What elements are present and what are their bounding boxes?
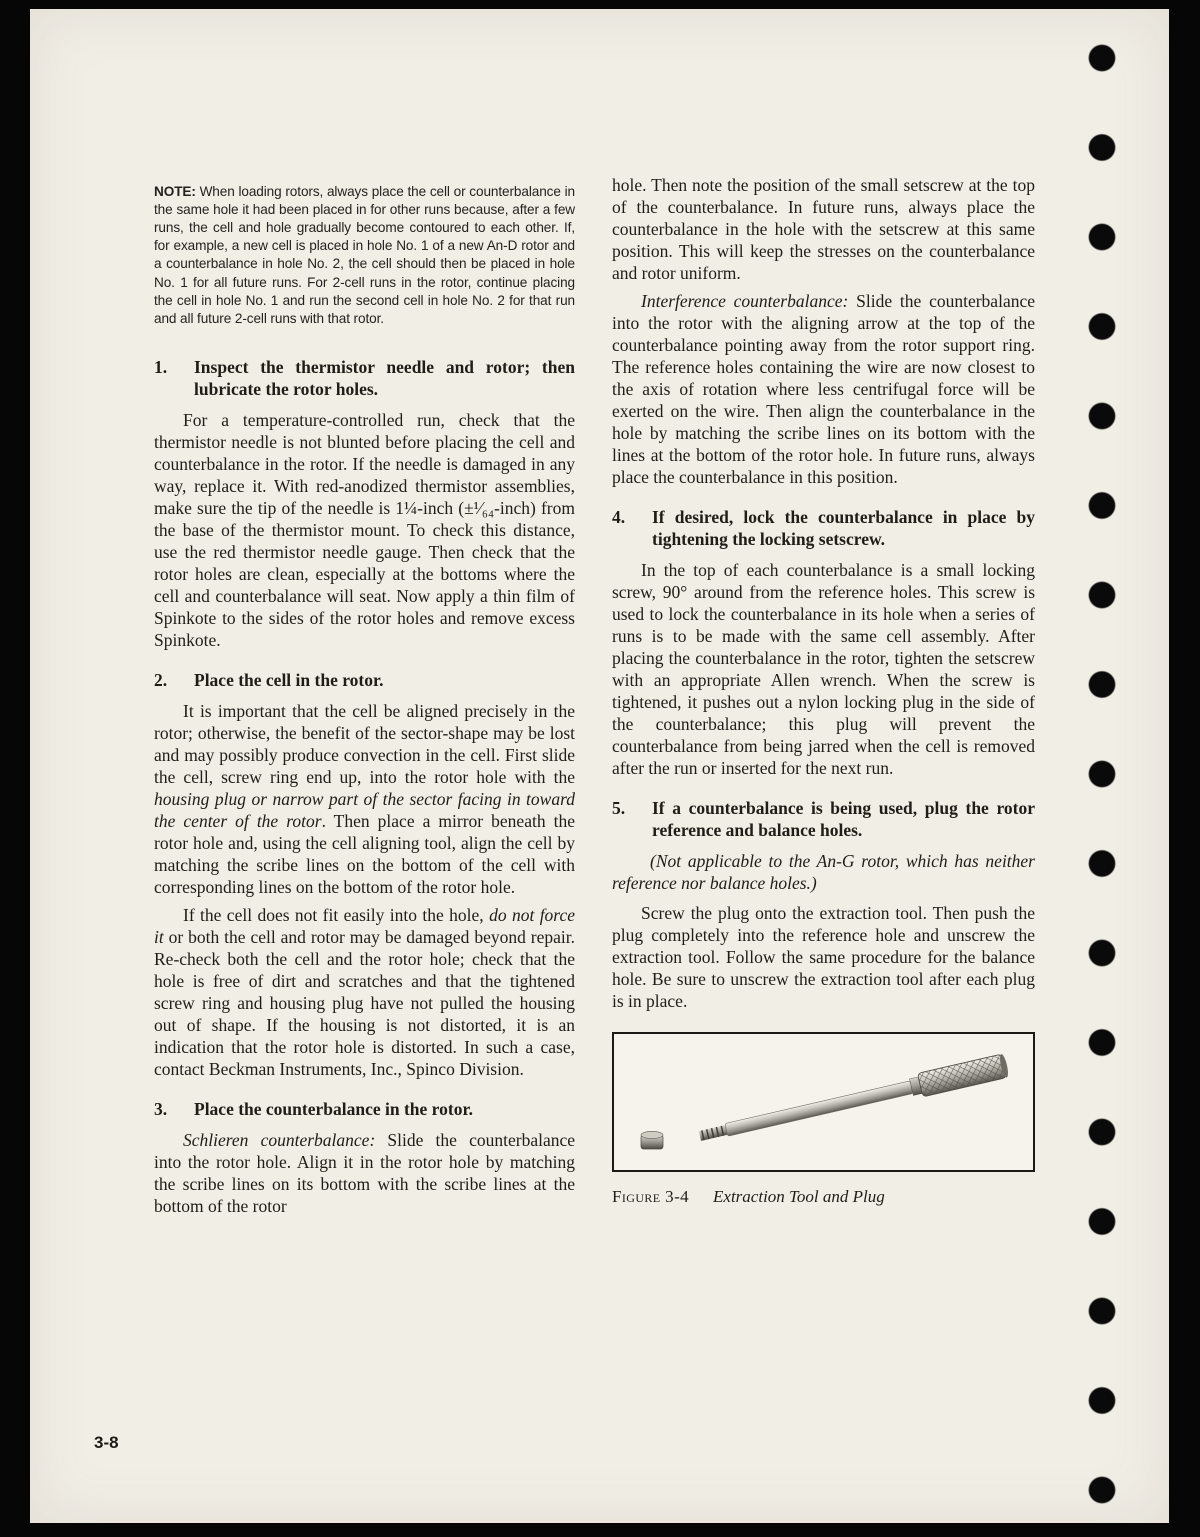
section-4-heading	[612, 506, 1035, 550]
section-3-paragraph-1-continued: hole. Then note the position of the small setscrew at the top of the counterbalance. In future runs, always place the counterbalance in the hole with the setscrew at this same position. This will keep the stresses on the counterbalance and rotor uniform.	[612, 175, 1035, 283]
section-2-heading	[154, 669, 575, 691]
left-column	[154, 169, 575, 1217]
italic-run: Schlieren counterbalance:	[183, 1130, 376, 1151]
text-run: . Then place a mirror beneath the rotor hole and, using the cell aligning tool, align the cell by matching the scribe lines on the bottom of the cell with corresponding lines on the bottom of the rotor hole.	[154, 811, 575, 898]
section-2-title: Place the cell in the rotor.	[194, 670, 384, 691]
section-1-heading	[154, 356, 575, 400]
section-5-paragraph: Screw the plug onto the extraction tool. Then push the plug completely into the reference hole and unscrew the extraction tool. Follow the same procedure for the balance hole. Be sure to unscrew the extraction tool after each plug is in place.	[612, 903, 1035, 1011]
plug	[641, 1131, 663, 1149]
page-number: 3-8	[94, 1433, 119, 1452]
section-5-heading	[612, 797, 1035, 841]
section-5-aside: (Not applicable to the An-G rotor, which has neither reference nor balance holes.)	[612, 851, 1035, 893]
note-label: NOTE:	[154, 183, 196, 199]
figure-3-4-caption	[612, 1186, 1035, 1208]
section-3-heading	[154, 1098, 575, 1120]
figure-3-4-box	[612, 1032, 1035, 1172]
section-1-title: Inspect the thermistor needle and rotor; then lubricate the rotor holes.	[194, 357, 575, 400]
figure-label: Figure 3-4	[612, 1187, 690, 1206]
text-run: or both the cell and rotor may be damaged beyond repair. Re-check both the cell and the rotor hole; check that the hole is free of dirt and scratches and that the tightened screw ring and housing plug have not pulled the housing out of shape. If the housing is not distorted, it is an indication that the rotor hole is distorted. In such a case, contact Beckman Instruments, Inc., Spinco Division.	[154, 927, 575, 1080]
manual-page-sheet	[30, 9, 1169, 1523]
section-1-paragraph: For a temperature-controlled run, check that the thermistor needle is not blunted before placing the cell and counterbalance in the rotor. If the needle is damaged in any way, replace it. With red-anodized thermistor assemblies, make sure the tip of the needle is 1¼-inch (±¹⁄₆₄-inch) from the base of the thermistor mount. To check this distance, use the red thermistor needle gauge. Then check that the rotor holes are clean, especially at the bottoms where the cell and counterbalance will seat. Now apply a thin film of Spinkote to the sides of the rotor holes and remove excess Spinkote.	[154, 410, 575, 651]
section-5-title: If a counterbalance is being used, plug the rotor reference and balance holes.	[652, 798, 1035, 840]
punch-holes	[1086, 44, 1118, 1506]
text-run: Slide the counterbalance into the rotor with the aligning arrow at the top of the counterbalance pointing away from the rotor support ring. The reference holes containing the wire are now closest to the axis of rotation where less centrifugal force will be exerted on the wire. Then align the counterbalance in the hole by matching the scribe lines on its bottom with the lines at the bottom of the rotor hole. In future runs, always place the counterbalance in this position.	[612, 291, 1035, 487]
italic-run: do not force it	[154, 905, 576, 948]
section-4-title: If desired, lock the counterbalance in place by tightening the locking setscrew.	[652, 507, 1035, 549]
section-3-paragraph-2	[612, 290, 1035, 488]
section-3-title: Place the counterbalance in the rotor.	[194, 1099, 473, 1120]
italic-run: housing plug or narrow part of the sector facing in toward the center of the rotor	[154, 789, 575, 832]
note-body: When loading rotors, always place the cell or counterbalance in the same hole it had been placed in for other runs because, after a few runs, the cell and hole gradually become contoured to each other. If, for example, a new cell is placed in hole No. 1 of a new An-D rotor and a counterbalance in hole No. 2, the cell should then be placed in hole No. 1 for all future runs. For 2-cell runs in the rotor, continue placing the cell in hole No. 1 and run the second cell in hole No. 2 for that run and all future 2-cell runs with that rotor.	[154, 183, 575, 327]
section-3-paragraph-1	[154, 1129, 575, 1217]
section-4-number: 4.	[612, 507, 626, 527]
italic-run: Interference counterbalance:	[641, 291, 849, 311]
section-2-paragraph-1	[154, 700, 575, 898]
section-2-paragraph-2	[154, 904, 575, 1080]
text-run: If the cell does not fit easily into the hole,	[183, 905, 490, 926]
section-2-number: 2.	[154, 670, 168, 691]
text-run: Slide the counterbalance into the rotor hole. Align it in the rotor hole by matching the scribe lines on its bottom with the scribe lines at the bottom of the rotor	[154, 1130, 575, 1217]
note-paragraph	[154, 183, 575, 329]
right-column	[612, 174, 1035, 1208]
figure-title: Extraction Tool and Plug	[713, 1187, 885, 1206]
section-3-number: 3.	[154, 1099, 168, 1120]
text-run: It is important that the cell be aligned precisely in the rotor; otherwise, the benefit of the sector-shape may be lost and may possibly produce convection in the cell. First slide the cell, screw ring end up, into the rotor hole with the	[154, 701, 575, 788]
section-5-number: 5.	[612, 798, 626, 818]
section-1-number: 1.	[154, 357, 168, 378]
section-4-paragraph: In the top of each counterbalance is a small locking screw, 90° around from the reference holes. This screw is used to lock the counterbalance in its hole when a series of runs is to be made with the same cell assembly. After placing the counterbalance in the rotor, tighten the setscrew with an appropriate Allen wrench. When the screw is tightened, it pushes out a nylon locking plug in the side of the counterbalance; this plug will prevent the counterbalance from being jarred when the cell is removed after the run or inserted for the next run.	[612, 560, 1035, 778]
extraction-tool-photo	[614, 1034, 1033, 1166]
